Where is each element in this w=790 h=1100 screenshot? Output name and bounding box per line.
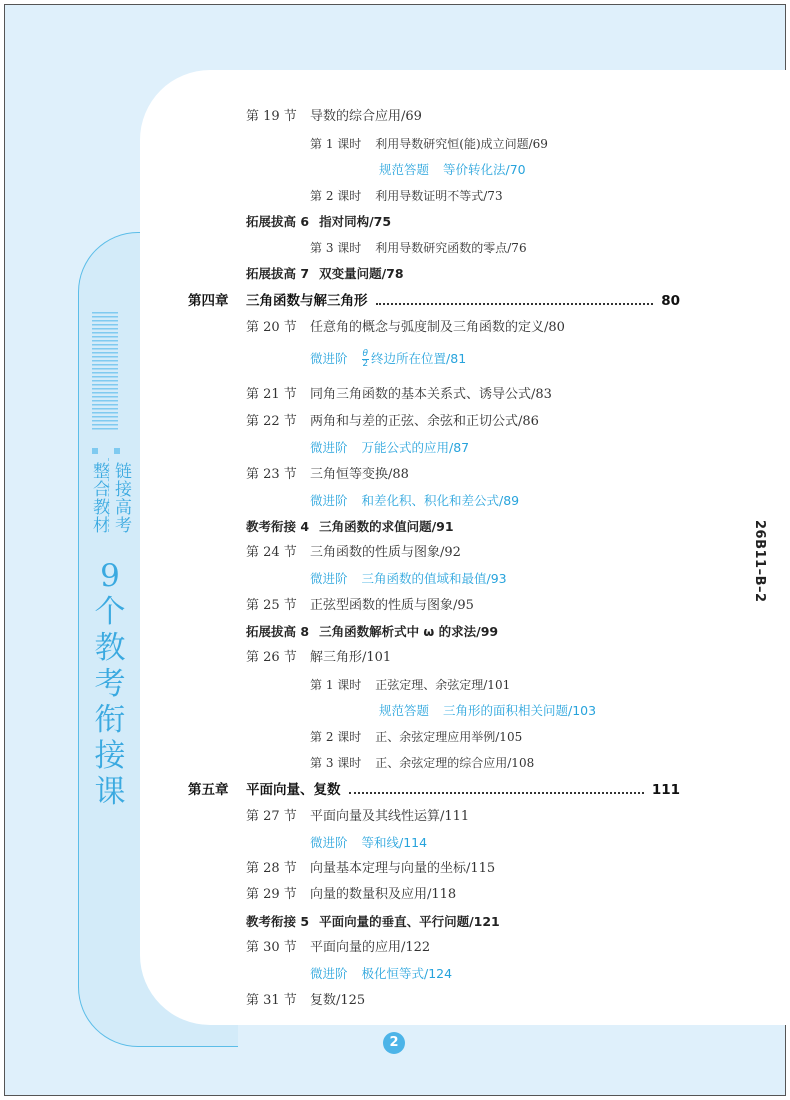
toc-micro-advance[interactable]: 微进阶 万能公式的应用/87	[310, 440, 470, 455]
toc-section-22[interactable]: 第 22 节 两角和与差的正弦、余弦和正切公式/86	[246, 414, 539, 429]
side-slogan	[82, 558, 138, 810]
toc-lesson[interactable]: 第 2 课时 利用导数证明不等式/73	[310, 189, 503, 203]
toc-content-card	[140, 70, 787, 1025]
toc-section-27[interactable]: 第 27 节 平面向量及其线性运算/111	[246, 809, 470, 824]
side-label-integrate-textbook: 整合教材	[89, 462, 109, 534]
leader-dots	[376, 303, 654, 305]
slogan-char: 接	[94, 738, 126, 774]
toc-section-30[interactable]: 第 30 节 平面向量的应用/122	[246, 940, 431, 955]
toc-lesson[interactable]: 第 3 课时 利用导数研究函数的零点/76	[310, 241, 527, 255]
toc-lesson[interactable]: 第 1 课时 正弦定理、余弦定理/101	[310, 678, 511, 692]
leader-dots	[349, 792, 644, 794]
toc-section-21[interactable]: 第 21 节 同角三角函数的基本关系式、诱导公式/83	[246, 387, 552, 402]
toc-section-24[interactable]: 第 24 节 三角函数的性质与图象/92	[246, 545, 461, 560]
stripe-decoration	[92, 312, 118, 432]
side-label-divider	[108, 458, 109, 532]
toc-section-28[interactable]: 第 28 节 向量基本定理与向量的坐标/115	[246, 861, 496, 876]
toc-lesson[interactable]: 第 2 课时 正、余弦定理应用举例/105	[310, 730, 523, 744]
toc-micro-advance[interactable]: 微进阶 三角函数的值域和最值/93	[310, 571, 507, 586]
toc-extension-7[interactable]: 拓展拔高 7 双变量问题/78	[246, 266, 404, 281]
toc-standard-answer[interactable]: 规范答题 三角形的面积相关问题/103	[379, 703, 597, 718]
slogan-char: 衔	[94, 702, 126, 738]
toc-section-19[interactable]: 第 19 节 导数的综合应用/69	[246, 109, 422, 124]
toc-micro-advance[interactable]: 微进阶 极化恒等式/124	[310, 966, 453, 981]
toc-extension-6[interactable]: 拓展拔高 6 指对同构/75	[246, 214, 392, 229]
print-code: 26B11–B–2	[752, 520, 767, 603]
toc-chapter-5[interactable]: 第五章 平面向量、复数 111	[188, 782, 680, 798]
toc-section-31[interactable]: 第 31 节 复数/125	[246, 993, 366, 1008]
toc-standard-answer[interactable]: 规范答题 等价转化法/70	[379, 162, 526, 177]
toc-chapter-4[interactable]: 第四章 三角函数与解三角形 80	[188, 293, 680, 309]
toc-lesson[interactable]: 第 3 课时 正、余弦定理的综合应用/108	[310, 756, 535, 770]
toc-section-26[interactable]: 第 26 节 解三角形/101	[246, 650, 392, 665]
slogan-char: 教	[94, 630, 126, 666]
toc-lesson[interactable]: 第 1 课时 利用导数研究恒(能)成立问题/69	[310, 137, 548, 151]
toc-section-20[interactable]: 第 20 节 任意角的概念与弧度制及三角函数的定义/80	[246, 320, 565, 335]
dot-decoration	[92, 448, 132, 456]
slogan-char: 9	[100, 558, 120, 594]
side-label-link-exam: 链接高考	[111, 462, 131, 534]
toc-section-23[interactable]: 第 23 节 三角恒等变换/88	[246, 467, 409, 482]
toc-exam-link-4[interactable]: 教考衔接 4 三角函数的求值问题/91	[246, 519, 454, 534]
page-number-badge: 2	[383, 1032, 405, 1054]
toc-section-25[interactable]: 第 25 节 正弦型函数的性质与图象/95	[246, 598, 474, 613]
slogan-char: 课	[94, 774, 126, 810]
toc-section-29[interactable]: 第 29 节 向量的数量积及应用/118	[246, 887, 457, 902]
toc-micro-advance[interactable]: 微进阶 和差化积、积化和差公式/89	[310, 493, 520, 508]
toc-extension-8[interactable]: 拓展拔高 8 三角函数解析式中 ω 的求法/99	[246, 624, 499, 639]
toc-micro-advance[interactable]: 微进阶 $\frac{\theta}{2}$ 终边所在位置/81	[310, 349, 467, 369]
toc-micro-advance[interactable]: 微进阶 等和线/114	[310, 835, 428, 850]
slogan-char: 考	[94, 666, 126, 702]
toc-exam-link-5[interactable]: 教考衔接 5 平面向量的垂直、平行问题/121	[246, 914, 500, 929]
fraction: $\frac{\theta}{2}$	[362, 349, 369, 369]
slogan-char: 个	[94, 594, 126, 630]
